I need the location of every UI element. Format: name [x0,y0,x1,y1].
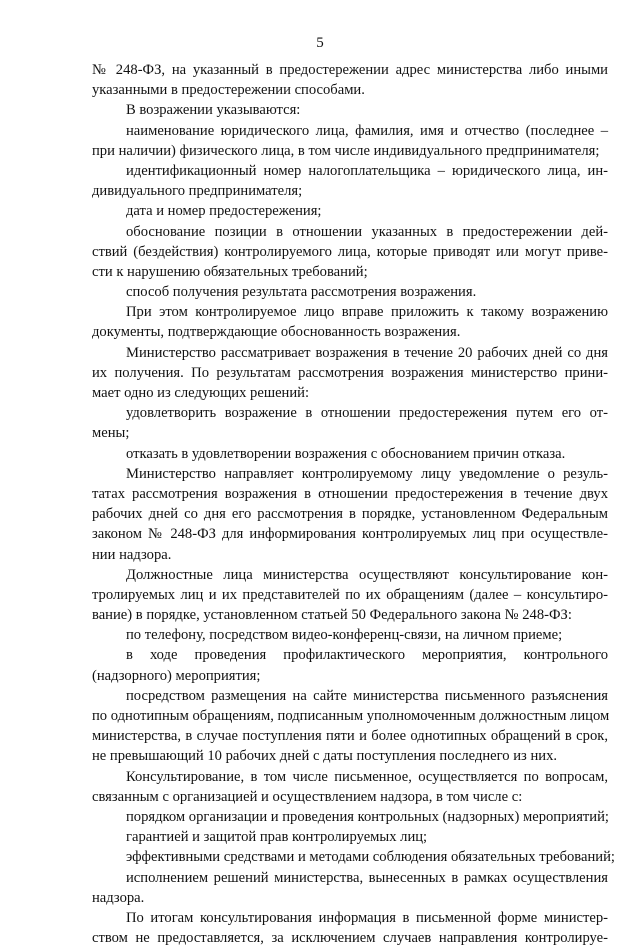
text-line: исполнением решений министерства, вынесенных в рамках осуществления [126,869,608,886]
text-line: их получения. По результатам рассмотрения возражения министерство прини- [92,364,608,381]
text-line: надзора. [92,889,145,906]
text-line: вание) в порядке, установленном статьей 50 Федерального закона № 248-ФЗ: [92,607,572,624]
text-line: нии надзора. [92,546,172,563]
text-line: порядком организации и проведения контрольных (надзорных) мероприятий; [126,808,609,825]
text-line: По итогам консультирования информация в письменной форме министер- [126,909,608,926]
text-line: удовлетворить возражение в отношении предостережения путем его от- [126,405,608,422]
text-line: В возражении указываются: [126,102,301,119]
text-line: При этом контролируемое лицо вправе приложить к такому возражению [126,304,608,321]
text-line: Министерство направляет контролируемому лицу уведомление о резуль- [126,465,608,482]
text-line: министерства, в случае поступления пяти и более однотипных обращений в срок, [92,728,608,745]
text-line: ствий (бездействия) контролируемого лица, которые приводят или могут приве- [92,243,608,260]
text-line: не превышающий 10 рабочих дней с даты поступления последнего из них. [92,748,558,765]
text-line: мены; [92,425,130,442]
text-line: по телефону, посредством видео-конференц-связи, на личном приеме; [126,627,563,644]
text-line: № 248-ФЗ, на указанный в предостережении адрес министерства либо иными [92,62,608,78]
text-line: в ходе проведения профилактического мероприятия, контрольного [126,647,608,664]
text-line: Министерство рассматривает возражения в течение 20 рабочих дней со дня [126,344,608,361]
text-line: документы, подтверждающие обоснованность возражения. [92,324,461,341]
text-line: Должностные лица министерства осуществляют консультирование кон- [126,566,608,583]
text-line: идентификационный номер налогоплательщика – юридического лица, ин- [126,162,608,179]
text-line: мает одно из следующих решений: [92,385,310,401]
page-number: 5 [316,35,324,51]
text-line: способ получения результата рассмотрения возражения. [126,284,477,301]
text-line: тролируемых лиц и их представителей по их обращениям (далее – консультиро- [92,586,608,603]
text-line: посредством размещения на сайте министерства письменного разъяснения [126,687,608,704]
text-line: законом № 248-ФЗ для информирования контролируемых лиц при осуществле- [92,526,608,543]
text-line: рабочих дней со дня его рассмотрения в порядке, установленном Федеральным [92,506,608,523]
text-line: гарантией и защитой прав контролируемых лиц; [126,829,428,846]
text-line: по однотипным обращениям, подписанным уполномоченным должностным лицом [92,708,610,724]
text-line: дата и номер предостережения; [126,203,322,220]
text-line: (надзорного) мероприятия; [92,667,261,684]
text-line: при наличии) физического лица, в том числе индивидуального предпринимателя; [92,142,600,159]
text-line: отказать в удовлетворении возражения с обоснованием причин отказа. [126,445,566,462]
text-line: указанными в предостережении способами. [92,82,365,99]
text-line: дивидуального предпринимателя; [92,183,303,200]
text-line: ством не предоставляется, за исключением случаев направления контролируе- [92,930,608,947]
text-line: эффективными средствами и методами соблюдения обязательных требований; [126,849,615,866]
text-line: наименование юридического лица, фамилия, имя и отчество (последнее – [126,122,608,139]
document-body-text [92,60,615,948]
text-line: связанным с организацией и осуществлением надзора, в том числе с: [92,788,523,805]
text-line: сти к нарушению обязательных требований; [92,263,368,280]
text-line: Консультирование, в том числе письменное, осуществляется по вопросам, [126,768,608,785]
text-line: обоснование позиции в отношении указанных в предостережении дей- [126,223,608,240]
text-line: татах рассмотрения возражения в отношении предостережения в течение двух [92,485,608,502]
